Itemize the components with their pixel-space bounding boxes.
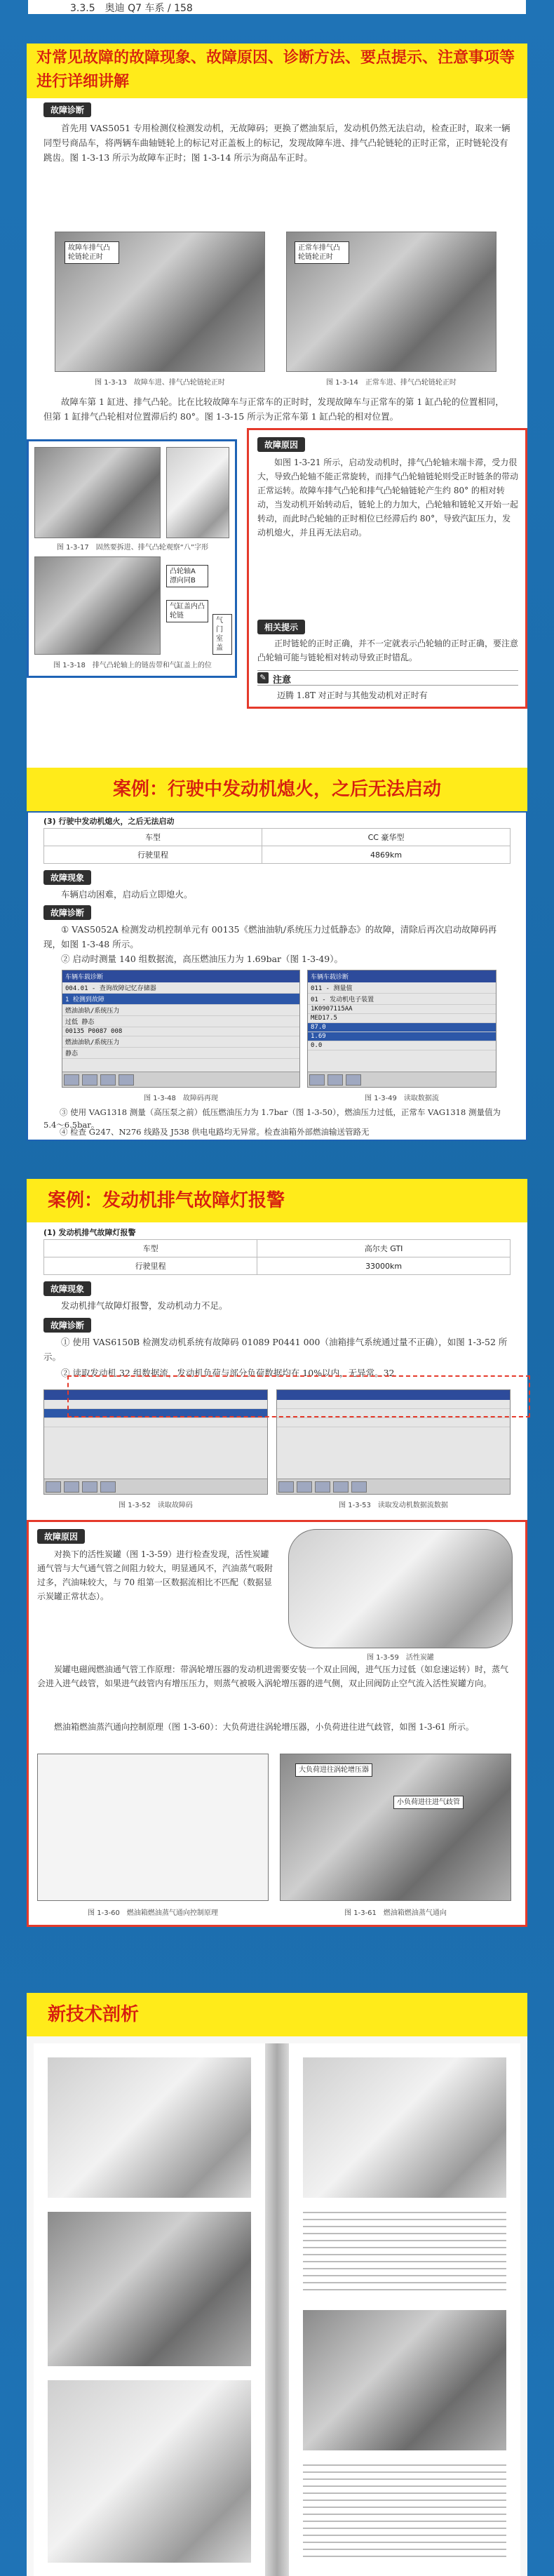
s2-highlight-border	[27, 811, 527, 1141]
s3-screen-b-buttons	[277, 1479, 510, 1494]
banner-section-2	[27, 768, 527, 811]
screen-a-line: 燃油油轨/系统压力	[62, 1005, 299, 1016]
s2-tag-symptom: 故障现象	[43, 870, 91, 885]
s2-diag-3: ③ 使用 VAG1318 测量（高压泵之前）低压燃油压力为 1.7bar（图 1-3-50），燃油压力过低，正常车 VAG1318 测量值为 5.4～6.5bar。	[43, 1107, 501, 1130]
text-lines-block-2	[303, 2464, 506, 2563]
s2-cell: 行驶里程	[44, 846, 262, 864]
s3-cause-box	[27, 1520, 527, 1927]
caption-fig-1-3-17: 图 1-3-17 固然要拆进、排气凸轮观察“八”字形	[56, 544, 209, 552]
caption-fig-1-3-48: 图 1-3-48 故障码再现	[144, 1095, 218, 1102]
caption-fig-1-3-18: 图 1-3-18 排气凸轮轴上的链齿带和气缸盖上的位	[53, 662, 212, 669]
s3-diag-1: ① 使用 VAS6150B 检测发动机系统有故障码 01089 P0441 000（油箱排气系统通过量不正确），如图 1-3-52 所示。	[43, 1337, 508, 1362]
photo-carbon-canister	[288, 1529, 513, 1648]
s2-table-title: (3) 行驶中发动机熄火，之后无法启动	[43, 817, 175, 826]
s2-diag-1: ① VAS5052A 检测发动机控制单元有 00135《燃油油轨/系统压力过低静态》的故障，清除后再次启动故障码再现，如图 1-3-48 所示。	[43, 924, 497, 949]
screen-a-line: 004.01 - 查询故障记忆存储器	[62, 982, 299, 994]
exploded-view-2	[48, 2212, 251, 2366]
s3-cause-3: 燃油箱燃油蒸汽通向控制原理（图 1-3-60）：大负荷进往涡轮增压器，小负荷进往进气歧管，如图 1-3-61 所示。	[54, 1722, 474, 1732]
s3-cause-1: 对换下的活性炭罐（图 1-3-59）进行检查发现，活性炭罐通气管与大气通气管之间阻力较大，明显通风不，汽油蒸气吸附过多，汽油味较大，与 70 组第一区数据流相比不匹配（数据显示炭罐正常状态）。	[37, 1549, 273, 1601]
s3-cell: 车型	[44, 1240, 257, 1257]
s3-cause-2: 炭罐电磁阀燃油通气管工作原理：带涡轮增压器的发动机进需要安装一个双止回阀，进气压力过低（如怠速运转）时，蒸气会进入进气歧管，如果进气歧管内有增压压力，则蒸气被吸入涡轮增压器的进气侧，双止回阀防止空气流入活性炭罐方向。	[37, 1664, 509, 1688]
callout-valve-cover: 气门室盖	[212, 614, 232, 655]
screen-b-line: 011 - 测量值	[308, 982, 496, 994]
screen-b-line: 0.0	[308, 1041, 496, 1050]
caption-fig-1-3-60: 图 1-3-60 燃油箱燃油蒸气通向控制原理	[88, 1909, 218, 1917]
s2-diag-2: ② 启动时测量 140 组数据流，高压燃油压力为 1.69bar（图 1-3-49）。	[61, 954, 343, 964]
screen-b-title: 车辆车载诊断	[308, 970, 496, 982]
caption-fig-1-3-13: 图 1-3-13 故障车进、排气凸轮链轮正时	[95, 379, 225, 387]
caption-fig-1-3-14: 图 1-3-14 正常车进、排气凸轮链轮正时	[326, 379, 457, 387]
s3-dotted-highlight	[67, 1375, 530, 1417]
s2-tag-diagnosis: 故障诊断	[43, 905, 91, 920]
exploded-view-1	[48, 2057, 251, 2198]
s2-diag-4: ④ 检查 G247、N276 线路及 J538 供电电路均无异常。检查油箱外部燃油输送管路无	[60, 1127, 370, 1137]
book-right-page	[289, 2043, 520, 2576]
banner-section-3-text: 案例：发动机排气故障灯报警	[48, 1190, 285, 1211]
note-bar	[257, 670, 518, 686]
text-lines-block	[303, 2212, 506, 2296]
screen-a-line: 过低 静态	[62, 1016, 299, 1027]
screen-a-line: 00135 P0087 008	[62, 1027, 299, 1036]
s2-cell: 车型	[44, 829, 262, 846]
top-page-header	[28, 0, 526, 14]
callout-cylinder-chain: 气缸盖内凸轮链	[166, 600, 208, 622]
screen-b-line: 01 - 发动机电子装置	[308, 994, 496, 1005]
cause-text: 如图 1-3-21 所示，启动发动机时，排气凸轮轴末端卡滞，受力很大，导致凸轮轴不能正常旋转，而排气凸轮轴链轮则受正时链条的带动正常运转。故障车排气凸轮和排气凸轮轴链轮产生约 80° 的相对转动，当发动机开始转动后，链轮上的力加大，凸轮轴和链轮又开始一起转动，而此时凸轮轴的正时相位已经滞后约 80°，导致汽缸压力，发动机熄火，并且再无法启动。	[257, 458, 519, 538]
callout-camshaft-a: 凸轮轴A 漂向同B	[166, 565, 208, 587]
s2-symptom-text: 车辆启动困难，启动后立即熄火。	[61, 889, 193, 900]
s3-table-title: (1) 发动机排气故障灯报警	[43, 1228, 136, 1237]
cause-box	[247, 428, 527, 709]
s1-paragraph-1: 首先用 VAS5051 专用检测仪检测发动机，无故障码；更换了燃油泵后，发动机仍然无法启动，检查正时，取来一辆同型号商品车，将两辆车曲轴链轮上的标记对正盖板上的标记，发现故障车进、排气凸轮链轮的正时正常，正时链轮没有跳齿。图 1-3-13 所示为故障车正时；图 1-3-14 所示为商品车正时。	[43, 123, 511, 163]
s3-cell: 高尔夫 GTI	[257, 1240, 511, 1257]
caption-fig-1-3-61: 图 1-3-61 燃油箱燃油蒸气通向	[344, 1909, 447, 1917]
book-left-page	[34, 2043, 265, 2576]
s3-tag-cause: 故障原因	[37, 1529, 85, 1544]
s3-screen-a-row	[44, 1418, 267, 1427]
s3-screen-a-buttons	[44, 1479, 267, 1494]
photo-camshaft	[34, 556, 161, 655]
tag-related-tip: 相关提示	[257, 620, 305, 634]
caption-fig-1-3-49: 图 1-3-49 读取数据流	[365, 1095, 439, 1102]
s3-cell: 行驶里程	[44, 1257, 257, 1275]
s1-paragraph-2: 故障车第 1 缸进、排气凸轮。比在比较故障车与正常车的正时时，发现故障车与正常车的第 1 缸凸轮的位置相同，但第 1 缸排气凸轮相对位置滞后约 80°。图 1-3-15 所示为正常车第 1 缸凸轮的相对位置。	[43, 396, 504, 422]
panel-section-4	[27, 2036, 527, 2576]
screen-a-line: 燃油油轨/系统压力	[62, 1036, 299, 1048]
s2-cell: 4869km	[262, 846, 511, 864]
book-spine	[265, 2043, 289, 2576]
caption-fig-1-3-52: 图 1-3-52 读取故障码	[119, 1502, 193, 1509]
banner-section-2-text: 案例：行驶中发动机熄火，之后无法启动	[112, 779, 441, 800]
top-page-ref: 3.3.5 奥迪 Q7 车系 / 158	[70, 3, 193, 14]
figure-group-left	[27, 439, 237, 678]
s3-symptom-text: 发动机排气故障灯报警，发动机动力不足。	[61, 1300, 228, 1311]
screen-b-line: 1K0907115AA	[308, 1005, 496, 1014]
callout-high-load: 大负荷进往涡轮增压器	[295, 1763, 372, 1777]
banner-section-4-text: 新技术剖析	[48, 2004, 140, 2025]
tag-cause: 故障原因	[257, 437, 305, 452]
banner-section-1	[27, 44, 527, 98]
s3-tag-symptom: 故障现象	[43, 1281, 91, 1296]
screen-a-title: 车辆车载诊断	[62, 970, 299, 982]
screen-b-line: 1.69	[308, 1032, 496, 1041]
tip-text: 正时链轮的正时正确，并不一定就表示凸轮轴的正时正确，要注意凸轮轴可能与链轮相对转动导致正时错乱。	[257, 639, 519, 662]
s3-cell: 33000km	[257, 1257, 511, 1275]
banner-section-3	[27, 1179, 527, 1222]
note-label: 注意	[273, 675, 292, 686]
screen-a-line: 静态	[62, 1048, 299, 1059]
photo-chain-marks	[34, 447, 161, 538]
banner-section-4	[27, 1993, 527, 2036]
screen-b-line: MED17.5	[308, 1014, 496, 1023]
callout-low-load: 小负荷进往进气歧管	[393, 1796, 464, 1809]
banner-section-1-text: 对常见故障的故障现象、故障原因、诊断方法、要点提示、注意事项等进行详细讲解	[36, 49, 515, 91]
screen-b-line: 87.0	[308, 1023, 496, 1032]
component-view-2	[303, 2310, 506, 2450]
s3-spec-table	[43, 1239, 511, 1275]
callout-normal-timing: 正常车排气凸轮链轮正时	[295, 241, 349, 264]
note-text: 迈腾 1.8T 对正时与其他发动机对正时有	[277, 690, 428, 700]
tag-diagnosis: 故障诊断	[43, 102, 91, 117]
s3-diag-2: ② 读取发动机 32 组数据流，发动机负荷与部分负荷数据均在 10%以内，无异常。32	[61, 1368, 395, 1378]
note-icon: ✎	[257, 672, 269, 683]
caption-fig-1-3-59: 图 1-3-59 活性炭罐	[367, 1654, 434, 1662]
s3-tag-diagnosis: 故障诊断	[43, 1318, 91, 1333]
exploded-view-3	[48, 2380, 251, 2563]
diagram-vapor-control	[37, 1754, 269, 1901]
s3-screen-b-row	[277, 1418, 510, 1427]
caption-fig-1-3-53: 图 1-3-53 读取发动机数据流数据	[339, 1502, 448, 1509]
screen-a-line: 1 检测到故障	[62, 994, 299, 1005]
photo-chain-side	[166, 447, 229, 538]
component-view-1	[303, 2057, 506, 2198]
s2-cell: CC 豪华型	[262, 829, 511, 846]
callout-faulty-timing: 故障车排气凸轮链轮正时	[65, 241, 119, 264]
